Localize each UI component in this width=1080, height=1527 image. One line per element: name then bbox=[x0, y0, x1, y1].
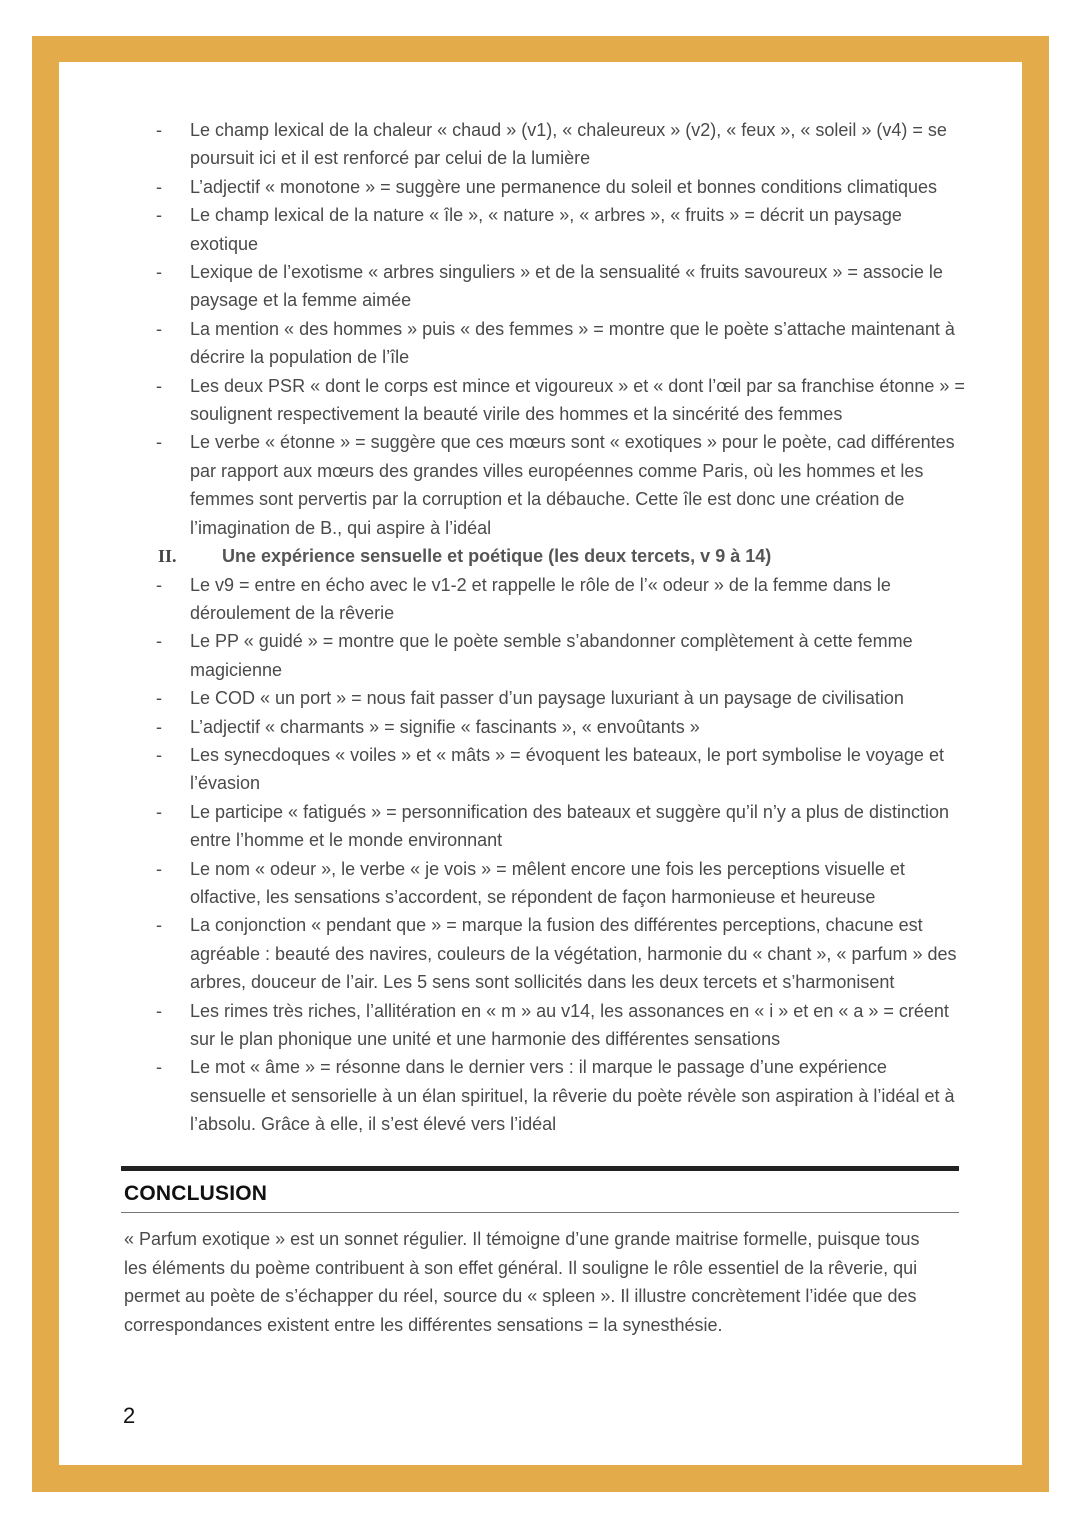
bullet-dash: - bbox=[156, 318, 162, 339]
conclusion-section bbox=[121, 1166, 959, 1339]
bullet-dash: - bbox=[156, 631, 162, 652]
bullet-dash: - bbox=[156, 744, 162, 765]
list-item-text: Le COD « un port » = nous fait passer d’un paysage luxuriant à un paysage de civilisation bbox=[190, 688, 904, 709]
bullet-dash: - bbox=[156, 716, 162, 737]
conclusion-underline bbox=[121, 1212, 959, 1213]
list-item-text: Le v9 = entre en écho avec le v1-2 et rappelle le rôle de l’« odeur » de la femme dans le déroulement de la rêverie bbox=[190, 574, 891, 623]
section-heading-2 bbox=[156, 542, 966, 570]
bullet-dash: - bbox=[156, 574, 162, 595]
list-item-text: Le mot « âme » = résonne dans le dernier vers : il marque le passage d’une expérience sensuelle et sensorielle à un élan spirituel, la rêverie du poète révèle son aspiration à l’idéal et à l’absolu. Grâce à elle, il s’est élevé vers l’idéal bbox=[190, 1057, 955, 1135]
part1-bullet-list bbox=[156, 116, 966, 542]
list-item-text: L’adjectif « charmants » = signifie « fascinants », « envoûtants » bbox=[190, 716, 700, 737]
bullet-dash: - bbox=[156, 688, 162, 709]
section-numeral: II. bbox=[158, 546, 177, 567]
section-title: Une expérience sensuelle et poétique (les deux tercets, v 9 à 14) bbox=[222, 546, 772, 567]
list-item bbox=[156, 741, 966, 798]
bullet-dash: - bbox=[156, 432, 162, 453]
part2-bullet-list bbox=[156, 571, 966, 1139]
bullet-dash: - bbox=[156, 915, 162, 936]
list-item-text: La mention « des hommes » puis « des femmes » = montre que le poète s’attache maintenant à décrire la population de l’île bbox=[190, 318, 955, 368]
list-item bbox=[156, 713, 966, 741]
list-item-text: Le champ lexical de la chaleur « chaud » (v1), « chaleureux » (v2), « feux », « soleil » (v4) = se poursuit ici et il est renforcé par celui de la lumière bbox=[190, 120, 947, 169]
list-item bbox=[156, 201, 966, 258]
list-item-text: Le nom « odeur », le verbe « je vois » = mêlent encore une fois les perceptions visuelle et olfactive, les sensations s’accordent, se répondent de façon harmonieuse et heureuse bbox=[190, 858, 905, 907]
list-item-text: La conjonction « pendant que » = marque la fusion des différentes perceptions, chacune est agréable : beauté des navires, couleurs de la végétation, harmonie du « chant », « parfum » des arbres, douceur de l’air. Les 5 sens sont sollicités dans les deux tercets et s’harmonisent bbox=[190, 915, 957, 993]
bullet-dash: - bbox=[156, 375, 162, 396]
list-item bbox=[156, 798, 966, 855]
bullet-dash: - bbox=[156, 205, 162, 226]
bullet-dash: - bbox=[156, 1057, 162, 1078]
analysis-body bbox=[156, 116, 966, 1139]
list-item bbox=[156, 173, 966, 201]
list-item bbox=[156, 428, 966, 542]
list-item-text: Lexique de l’exotisme « arbres singuliers » et de la sensualité « fruits savoureux » = associe le paysage et la femme aimée bbox=[190, 262, 943, 311]
list-item-text: L’adjectif « monotone » = suggère une permanence du soleil et bonnes conditions climatiques bbox=[190, 176, 937, 197]
list-item-text: Les rimes très riches, l’allitération en « m » au v14, les assonances en « i » et en « a » = créent sur le plan phonique une unité et une harmonie des différentes sensations bbox=[190, 1000, 949, 1049]
list-item-text: Le champ lexical de la nature « île », « nature », « arbres », « fruits » = décrit un paysage exotique bbox=[190, 205, 902, 254]
list-item bbox=[156, 684, 966, 712]
list-item-text: Les synecdoques « voiles » et « mâts » = évoquent les bateaux, le port symbolise le voyage et l’évasion bbox=[190, 744, 944, 794]
conclusion-text: « Parfum exotique » est un sonnet régulier. Il témoigne d’une grande maitrise formelle, puisque tous les éléments du poème contribuent à son effet général. Il souligne le rôle essentiel de la rêverie, qui permet au poète de s’échapper du réel, source du « spleen ». Il illustre concrètement l’idée que des correspondances existent entre les différentes sensations = la synesthésie. bbox=[124, 1229, 920, 1335]
list-item-text: Le verbe « étonne » = suggère que ces mœurs sont « exotiques » pour le poète, cad différentes par rapport aux mœurs des grandes villes européennes comme Paris, où les hommes et les femmes sont pervertis par la corruption et la débauche. Cette île est donc une création de l’imagination de B., qui aspire à l’idéal bbox=[190, 432, 955, 538]
list-item bbox=[156, 258, 966, 315]
bullet-dash: - bbox=[156, 858, 162, 879]
list-item bbox=[156, 855, 966, 912]
list-item bbox=[156, 627, 966, 684]
bullet-dash: - bbox=[156, 262, 162, 283]
list-item bbox=[156, 997, 966, 1054]
page-number: 2 bbox=[123, 1403, 136, 1428]
bullet-dash: - bbox=[156, 120, 162, 140]
list-item-text: Les deux PSR « dont le corps est mince et vigoureux » et « dont l’œil par sa franchise étonne » = soulignent respectivement la beauté virile des hommes et la sincérité des femmes bbox=[190, 375, 965, 425]
list-item bbox=[156, 1053, 966, 1138]
bullet-dash: - bbox=[156, 1000, 162, 1021]
document-page bbox=[59, 62, 1022, 1465]
bullet-dash: - bbox=[156, 176, 162, 197]
bullet-dash: - bbox=[156, 801, 162, 822]
list-item bbox=[156, 571, 966, 628]
list-item bbox=[156, 116, 966, 173]
list-item-text: Le PP « guidé » = montre que le poète semble s’abandonner complètement à cette femme magicienne bbox=[190, 631, 913, 680]
list-item bbox=[156, 911, 966, 996]
conclusion-title: CONCLUSION bbox=[124, 1182, 268, 1205]
list-item bbox=[156, 315, 966, 372]
list-item-text: Le participe « fatigués » = personnification des bateaux et suggère qu’il n’y a plus de distinction entre l’homme et le monde environnant bbox=[190, 801, 949, 851]
list-item bbox=[156, 372, 966, 429]
